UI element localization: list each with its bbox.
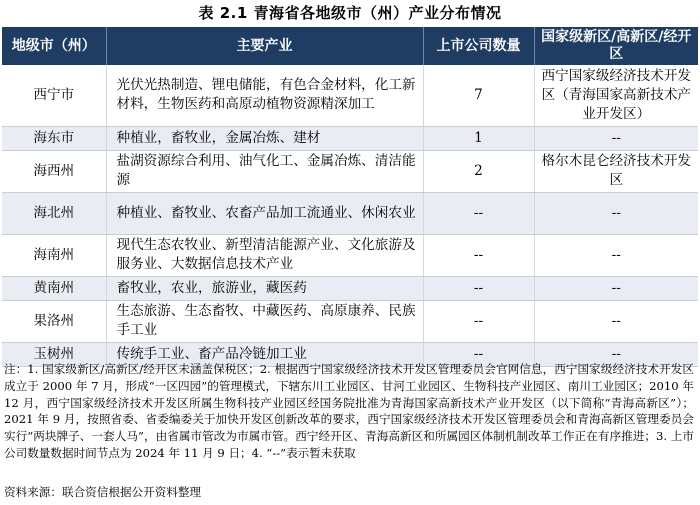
- city-cell: 黄南州: [2, 276, 106, 300]
- city-cell: 果洛州: [2, 300, 106, 342]
- table-row: [2, 300, 698, 342]
- industry-cell: 种植业，畜牧业，金属冶炼、建材: [106, 126, 423, 150]
- zone-cell: --: [534, 342, 698, 366]
- header-companies: 上市公司数量: [423, 27, 534, 65]
- table-row: [2, 126, 698, 150]
- city-cell: 海西州: [2, 150, 106, 192]
- industry-cell: 传统手工业、畜产品冷链加工业: [106, 342, 423, 366]
- city-cell: 海北州: [2, 192, 106, 234]
- companies-cell: --: [423, 234, 534, 276]
- zone-cell: --: [534, 234, 698, 276]
- industry-cell: 盐湖资源综合利用、油气化工、金属冶炼、清洁能源: [106, 150, 423, 192]
- city-cell: 西宁市: [2, 65, 106, 126]
- companies-cell: 1: [423, 126, 534, 150]
- zone-cell: 格尔木昆仑经济技术开发区: [534, 150, 698, 192]
- zone-cell: --: [534, 276, 698, 300]
- header-zone: 国家级新区/高新区/经开区: [534, 27, 698, 65]
- companies-cell: --: [423, 276, 534, 300]
- table-row: [2, 276, 698, 300]
- table-header-row: [2, 27, 698, 65]
- industry-cell: 现代生态农牧业、新型清洁能源产业、文化旅游及服务业、大数据信息技术产业: [106, 234, 423, 276]
- zone-cell: --: [534, 192, 698, 234]
- table-row: [2, 65, 698, 126]
- header-industry: 主要产业: [106, 27, 423, 65]
- zone-cell: --: [534, 300, 698, 342]
- industry-cell: 畜牧业，农业，旅游业，藏医药: [106, 276, 423, 300]
- industry-table: [2, 27, 698, 367]
- companies-cell: 7: [423, 65, 534, 126]
- companies-cell: --: [423, 192, 534, 234]
- city-cell: 海南州: [2, 234, 106, 276]
- table-notes: 注：1. 国家级新区/高新区/经开区未涵盖保税区；2. 根据西宁国家级经济技术开发区管理委员会官网信息，西宁国家级经济技术开发区成立于 2000 年 7 月，形成“一区四园”的管理模式，下辖东川工业园区、甘河工业园区、生物科技产业园区、南川工业园区；2010 年 12 月，西宁国家级经济技术开发区所属生物科技产业园区经国务院批准为青海国家高新技术产业开发区（以下简称“青海高新区”）；2021 年 9 月，按照省委、省委编委关于加快开发区创新改革的要求，西宁国家级经济技术开发区管理委员会和青海高新区管理委员会实行“两块牌子、一套人马”，由省属市管改为市属市管。西宁经开区、青海高新区和所属园区体制机制改革工作正在有序推进；3. 上市公司数量数据时间节点为 2024 年 11 月 9 日；4. “--”表示暂未获取: [4, 362, 694, 460]
- data-source: 资料来源：联合资信根据公开资料整理: [4, 485, 202, 499]
- industry-cell: 生态旅游、生态畜牧、中藏医药、高原康养、民族手工业: [106, 300, 423, 342]
- industry-cell: 光伏光热制造、锂电储能，有色合金材料，化工新材料，生物医药和高原动植物资源精深加工: [106, 65, 423, 126]
- table-row: [2, 150, 698, 192]
- city-cell: 玉树州: [2, 342, 106, 366]
- header-city: 地级市（州）: [2, 27, 106, 65]
- industry-cell: 种植业、畜牧业、农畜产品加工流通业、休闲农业: [106, 192, 423, 234]
- companies-cell: 2: [423, 150, 534, 192]
- zone-cell: 西宁国家级经济技术开发区（青海国家高新技术产业开发区）: [534, 65, 698, 126]
- companies-cell: --: [423, 300, 534, 342]
- companies-cell: --: [423, 342, 534, 366]
- table-row: [2, 234, 698, 276]
- city-cell: 海东市: [2, 126, 106, 150]
- table-title: 表 2.1 青海省各地级市（州）产业分布情况: [198, 4, 502, 22]
- table-row: [2, 192, 698, 234]
- zone-cell: --: [534, 126, 698, 150]
